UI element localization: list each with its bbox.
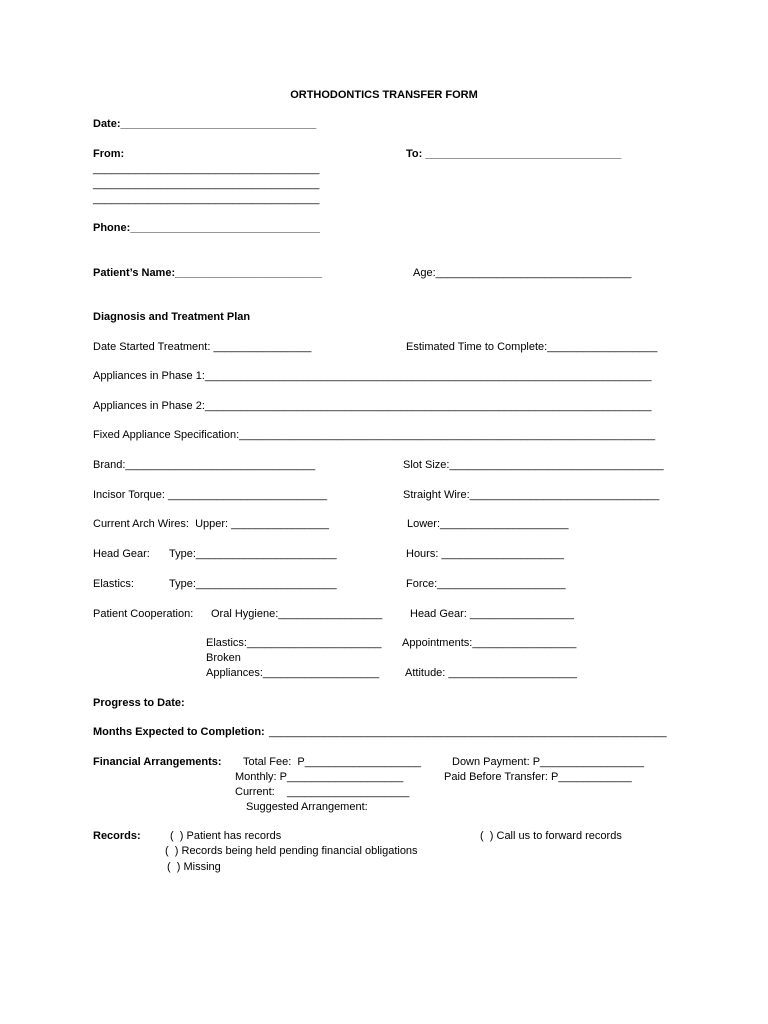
oral-hygiene-field[interactable]: Oral Hygiene:_________________ xyxy=(211,608,383,620)
coop-elastics-field[interactable]: Elastics:______________________ xyxy=(206,637,382,649)
attitude-field[interactable]: Attitude: _____________________ xyxy=(405,667,577,679)
form-title: ORTHODONTICS TRANSFER FORM xyxy=(290,89,478,101)
brand-field[interactable]: Brand:_______________________________ xyxy=(93,459,316,471)
months-expected-line[interactable]: _________________________________________________________________ xyxy=(269,726,667,738)
phone-field[interactable]: Phone:_______________________________ xyxy=(93,222,320,234)
financial-label: Financial Arrangements: xyxy=(93,756,222,768)
straight-wire-field[interactable]: Straight Wire:_______________________________ xyxy=(403,489,660,501)
from-label: From: xyxy=(93,148,125,160)
fixed-spec-field[interactable]: Fixed Appliance Specification:____________________________________________________________________ xyxy=(93,429,656,441)
paid-before-transfer-field[interactable]: Paid Before Transfer: P____________ xyxy=(444,771,632,783)
arch-wires-upper-field[interactable]: Current Arch Wires: Upper: ________________ xyxy=(93,518,330,530)
coop-head-gear-field[interactable]: Head Gear: _________________ xyxy=(410,608,574,620)
patient-name-field[interactable]: Patient’s Name:________________________ xyxy=(93,267,322,279)
broken-label: Broken xyxy=(206,652,241,664)
phase2-field[interactable]: Appliances in Phase 2:_________________________________________________________________________ xyxy=(93,400,652,412)
down-payment-field[interactable]: Down Payment: P_________________ xyxy=(452,756,645,768)
date-field[interactable]: Date:________________________________ xyxy=(93,118,317,130)
from-line-2[interactable]: _____________________________________ xyxy=(93,178,320,190)
slot-size-field[interactable]: Slot Size:___________________________________ xyxy=(403,459,664,471)
to-field[interactable]: To: ________________________________ xyxy=(406,148,622,160)
monthly-field[interactable]: Monthly: P___________________ xyxy=(235,771,404,783)
phase1-field[interactable]: Appliances in Phase 1:_________________________________________________________________________ xyxy=(93,370,652,382)
from-line-3[interactable]: _____________________________________ xyxy=(93,193,320,205)
age-field[interactable]: Age:________________________________ xyxy=(413,267,632,279)
records-has-option[interactable]: ( ) Patient has records xyxy=(170,830,282,842)
hours-field[interactable]: Hours: ____________________ xyxy=(406,548,564,560)
head-gear-type-field[interactable]: Type:_______________________ xyxy=(169,548,337,560)
total-fee-field[interactable]: Total Fee: P___________________ xyxy=(243,756,421,768)
lower-field[interactable]: Lower:_____________________ xyxy=(407,518,569,530)
elastics-label: Elastics: xyxy=(93,578,134,590)
progress-label: Progress to Date: xyxy=(93,697,185,709)
records-label: Records: xyxy=(93,830,141,842)
records-call-option[interactable]: ( ) Call us to forward records xyxy=(480,830,622,842)
date-started-field[interactable]: Date Started Treatment: ________________ xyxy=(93,341,312,353)
records-missing-option[interactable]: ( ) Missing xyxy=(167,861,221,873)
force-field[interactable]: Force:_____________________ xyxy=(406,578,566,590)
elastics-type-field[interactable]: Type:_______________________ xyxy=(169,578,337,590)
suggested-arrangement-label: Suggested Arrangement: xyxy=(246,801,368,813)
current-field[interactable]: Current: ____________________ xyxy=(235,786,410,798)
estimated-time-field[interactable]: Estimated Time to Complete:__________________ xyxy=(406,341,658,353)
from-line-1[interactable]: _____________________________________ xyxy=(93,163,320,175)
records-held-option[interactable]: ( ) Records being held pending financial obligations xyxy=(165,845,418,857)
diagnosis-heading: Diagnosis and Treatment Plan xyxy=(93,311,251,323)
appointments-field[interactable]: Appointments:_________________ xyxy=(402,637,577,649)
incisor-torque-field[interactable]: Incisor Torque: __________________________ xyxy=(93,489,328,501)
broken-appliances-field[interactable]: Appliances:___________________ xyxy=(206,667,380,679)
head-gear-label: Head Gear: xyxy=(93,548,150,560)
patient-cooperation-label: Patient Cooperation: xyxy=(93,608,194,620)
months-expected-label: Months Expected to Completion: xyxy=(93,726,265,738)
